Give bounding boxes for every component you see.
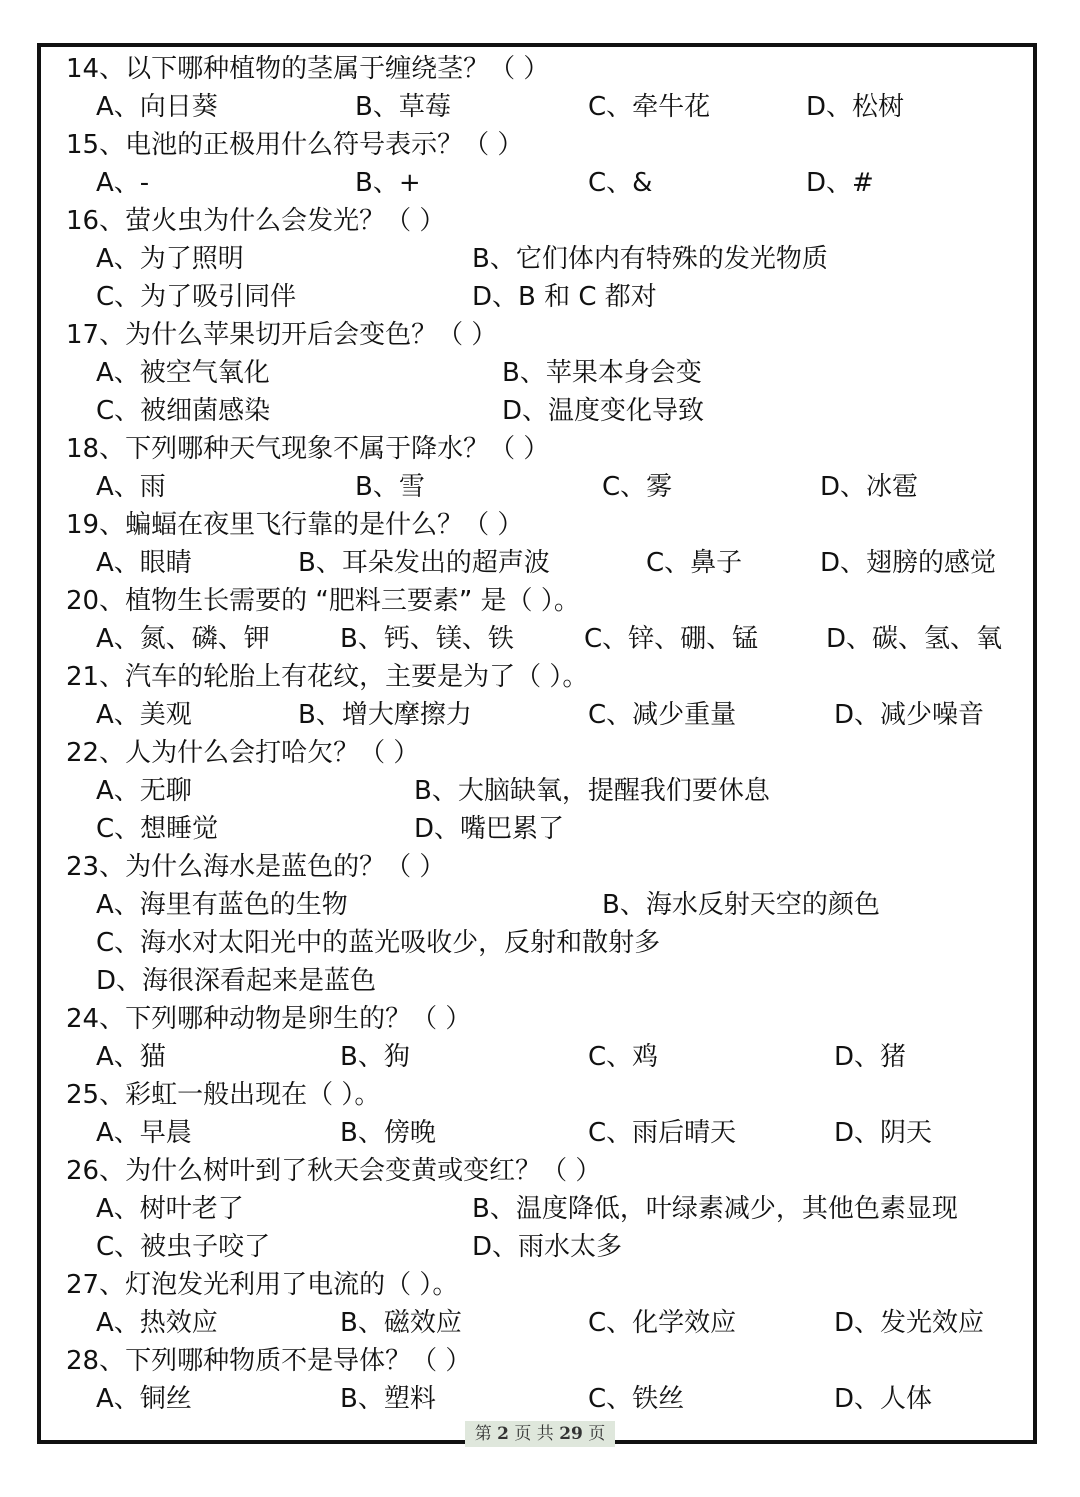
option-21a: A、美观	[96, 700, 192, 730]
page-indicator	[465, 1421, 615, 1447]
option-21b: B、增大摩擦力	[298, 700, 472, 730]
option-19c: C、鼻子	[646, 548, 743, 578]
option-18a: A、雨	[96, 472, 166, 502]
option-17b: B、苹果本身会变	[502, 358, 702, 388]
page-indicator-middle: 页 共	[514, 1424, 554, 1444]
option-15c: C、&	[588, 168, 653, 198]
question-23: 23、为什么海水是蓝色的？（ ）	[66, 852, 446, 882]
option-16b: B、它们体内有特殊的发光物质	[472, 244, 828, 274]
current-page-number: 2	[497, 1424, 509, 1444]
question-17: 17、为什么苹果切开后会变色？（ ）	[66, 320, 498, 350]
question-28: 28、下列哪种物质不是导体？（ ）	[66, 1346, 472, 1376]
question-22: 22、人为什么会打哈欠？（ ）	[66, 738, 420, 768]
option-28a: A、铜丝	[96, 1384, 192, 1414]
option-15d: D、#	[806, 168, 874, 198]
option-26d: D、雨水太多	[472, 1232, 623, 1262]
option-16c: C、为了吸引同伴	[96, 282, 297, 312]
option-20a: A、氮、磷、钾	[96, 624, 270, 654]
option-17d: D、温度变化导致	[502, 396, 705, 426]
question-15: 15、电池的正极用什么符号表示？（ ）	[66, 130, 524, 160]
option-23c: C、海水对太阳光中的蓝光吸收少，反射和散射多	[96, 928, 661, 958]
option-21c: C、减少重量	[588, 700, 737, 730]
option-27b: B、磁效应	[340, 1308, 462, 1338]
option-14b: B、草莓	[355, 92, 451, 122]
option-14d: D、松树	[806, 92, 905, 122]
option-22b: B、大脑缺氧，提醒我们要休息	[414, 776, 770, 806]
option-26c: C、被虫子咬了	[96, 1232, 271, 1262]
question-21: 21、汽车的轮胎上有花纹，主要是为了（ ）。	[66, 662, 589, 692]
question-18: 18、下列哪种天气现象不属于降水？（ ）	[66, 434, 550, 464]
option-15a: A、-	[96, 168, 150, 198]
question-25: 25、彩虹一般出现在（ ）。	[66, 1080, 381, 1110]
option-27a: A、热效应	[96, 1308, 218, 1338]
page-indicator-suffix: 页	[588, 1424, 606, 1444]
option-25c: C、雨后晴天	[588, 1118, 737, 1148]
option-27c: C、化学效应	[588, 1308, 737, 1338]
option-24c: C、鸡	[588, 1042, 659, 1072]
option-28c: C、铁丝	[588, 1384, 685, 1414]
option-22a: A、无聊	[96, 776, 192, 806]
option-24b: B、狗	[340, 1042, 410, 1072]
option-18d: D、冰雹	[820, 472, 919, 502]
option-23a: A、海里有蓝色的生物	[96, 890, 348, 920]
total-page-count: 29	[559, 1424, 583, 1444]
option-18b: B、雪	[355, 472, 425, 502]
option-27d: D、发光效应	[834, 1308, 985, 1338]
option-23b: B、海水反射天空的颜色	[602, 890, 880, 920]
option-26a: A、树叶老了	[96, 1194, 244, 1224]
option-24d: D、猪	[834, 1042, 907, 1072]
option-22d: D、嘴巴累了	[414, 814, 565, 844]
option-15b: B、+	[355, 168, 421, 198]
option-20c: C、锌、硼、锰	[584, 624, 759, 654]
option-18c: C、雾	[602, 472, 673, 502]
option-16d: D、B 和 C 都对	[472, 282, 657, 312]
question-19: 19、蝙蝠在夜里飞行靠的是什么？（ ）	[66, 510, 524, 540]
option-21d: D、减少噪音	[834, 700, 985, 730]
option-19b: B、耳朵发出的超声波	[298, 548, 550, 578]
question-20: 20、植物生长需要的 “肥料三要素” 是（ ）。	[66, 586, 580, 616]
option-23d: D、海很深看起来是蓝色	[96, 966, 377, 996]
option-28b: B、塑料	[340, 1384, 436, 1414]
option-26b: B、温度降低，叶绿素减少，其他色素显现	[472, 1194, 958, 1224]
option-28d: D、人体	[834, 1384, 933, 1414]
option-20b: B、钙、镁、铁	[340, 624, 514, 654]
question-27: 27、灯泡发光利用了电流的（ ）。	[66, 1270, 459, 1300]
option-25d: D、阴天	[834, 1118, 933, 1148]
question-14: 14、以下哪种植物的茎属于缠绕茎？（ ）	[66, 54, 550, 84]
option-19a: A、眼睛	[96, 548, 192, 578]
option-14a: A、向日葵	[96, 92, 218, 122]
option-25a: A、早晨	[96, 1118, 192, 1148]
option-22c: C、想睡觉	[96, 814, 219, 844]
question-16: 16、萤火虫为什么会发光？（ ）	[66, 206, 446, 236]
question-26: 26、为什么树叶到了秋天会变黄或变红？（ ）	[66, 1156, 602, 1186]
option-25b: B、傍晚	[340, 1118, 436, 1148]
option-19d: D、翅膀的感觉	[820, 548, 997, 578]
page-indicator-prefix: 第	[474, 1424, 492, 1444]
option-17c: C、被细菌感染	[96, 396, 271, 426]
option-16a: A、为了照明	[96, 244, 244, 274]
question-24: 24、下列哪种动物是卵生的？（ ）	[66, 1004, 472, 1034]
option-24a: A、猫	[96, 1042, 166, 1072]
option-20d: D、碳、氢、氧	[826, 624, 1003, 654]
option-17a: A、被空气氧化	[96, 358, 270, 388]
option-14c: C、牵牛花	[588, 92, 711, 122]
